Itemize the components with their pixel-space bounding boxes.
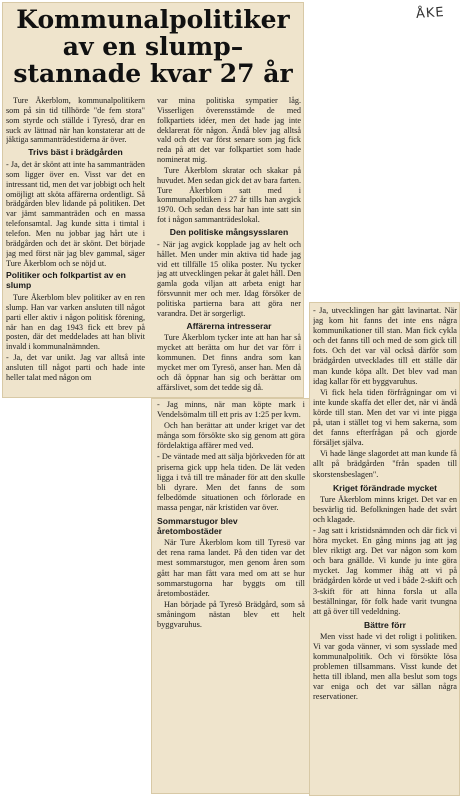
article-column-2 <box>157 96 301 396</box>
paragraph: Han började på Tyresö Brädgård, som så småningom nästan blev ett helt byggvaruhus. <box>157 599 305 629</box>
article-column-4 <box>313 306 457 794</box>
handwritten-note: ÅKE <box>415 5 446 22</box>
subheading-sommarstugor: Sommarstugor blev åretombostäder <box>157 516 238 537</box>
paragraph: - När jag avgick kopplade jag av helt och hållet. Men under min aktiva tid hade jag vid ett tillfälle 15 olika poster. Nu tycker jag att utvecklingen pekar åt galet håll. Den gamla goda viljan att arbeta enigt har försvunnit mer och mer. Idag försöker de politiska partierna bara att göra ner varandra. Det är sorgerligt. <box>157 239 301 318</box>
paragraph: - De väntade med att sälja björkveden för att priserna gick upp hela tiden. De lät veden ligga i två till tre månader för att den skulle bli dyrare. Men det fanns de som felbedömde situationen och förlorade en massa pengar, när kristiden var över. <box>157 452 305 512</box>
subheading-battre-forr: Bättre förr <box>363 619 407 630</box>
article-column-3 <box>157 400 305 792</box>
paragraph: Ture Åkerblom tycker inte att han har så mycket att berätta om hur det var förr i kommunen. Det finns andra som kan mycket mer om Tyresö, anser han. Men då och då öppnar han sig och berättar om affärslivet, som det tedde sig då. <box>157 333 301 392</box>
article-column-1 <box>6 96 145 396</box>
subheading-kriget: Kriget förändrade mycket <box>332 482 438 493</box>
paragraph: Vi hade länge slagordet att man kunde få allt på brädgården "från spaden till skorstensbeslagen". <box>313 449 457 479</box>
paragraph: - Ja, utvecklingen har gått lavinartat. När jag kom hit fanns det inte ens några kommunikationer till stan. Man fick cykla och det fanns till och med de som gick till fots. Och det var väl också därför som brädgården utvecklades till ett ställe där man kunde köpa allt. Det blev vad man idag kallar för ett byggvaruhus. <box>313 306 457 386</box>
paragraph: Ture Åkerblom minns kriget. Det var en besvärlig tid. Befolkningen hade det svårt och klagade. <box>313 494 457 524</box>
paragraph: Men visst hade vi det roligt i politiken. Vi var goda vänner, vi som sysslade med kommunalpolitik. Och vi försökte lösa problemen tillsammans. Visst kunde det hetta till ibland, men alla beslut som togs var eniga och det var sällan några reservationer. <box>313 631 457 702</box>
paragraph: Ture Åkerblom skratar och skakar på huvudet. Men sedan gick det av bara farten. Ture Åkerblom satt med i kommunalpolitiken i 27 år tills han avgick 1970. Och sedan dess har han inte satt sin fot i någon sammanträdeslokal. <box>157 165 301 225</box>
paragraph: Och han berättar att under kriget var det många som försökte sko sig genom att göra fördelaktiga affärer med ved. <box>157 421 305 451</box>
paragraph: Vi fick hela tiden förfrågningar om vi inte kunde skaffa det eller det, när vi ändå körde till stan. Men det var vi inte pigga på, utan i stället tog vi hem sakerna, som det fanns efterfrågan på och gjorde försäljet själva. <box>313 387 457 448</box>
paragraph: - Jag satt i kristidsnämnden och där fick vi höra mycket. En gång minns jag att jag blev riktigt arg. Det var någon som kom och bara gnällde. Vi kunde ju inte göra mycket. Jag kommer ihåg att vi på brädgården körde ut ved i både 2-skift och 3-skift för att hinna forsla ut alla beställningar, för folk hade varit tvungna att gå över till vedeldning. <box>313 525 457 616</box>
intro-paragraph: Ture Åkerblom, kommunalpolitikern som på sin tid tillhörde "de fem stora" som styrde och ställde i Tyresö, drar en suck av lättnad när han konstaterar att de jäktiga sammanträdestiderna är över. <box>6 96 145 145</box>
subheading-trivs: Trivs bäst i brädgården <box>28 147 123 158</box>
subheading-politiker: Politiker och folkpartist av en slump <box>6 270 126 291</box>
paragraph: var mina politiska sympatier låg. Visserligen överensstämde de med folkpartiets idéer, men det hade jag inte deklarerat för någon. Ändå blev jag alltså vald och det var först senare som jag fick reda på att det var folkpartiet som hade nominerat mig. <box>157 96 301 165</box>
subheading-affarerna: Affärerna intresserar <box>186 320 272 331</box>
paragraph: - Ja, det är skönt att inte ha sammanträden som ligger över en. Visst var det en intressant tid, men det var jobbigt och helt omöjligt att sköta affärerna ordentligt. Så brädgården blev lidande på politiken. Det var jämt sammanträden och en massa telefonsamtal. Jag kunde sitta i timtal i telefon. Men nu jobbar jag hårt ute i brädgården och det är skönt. Det började jag med först när jag blev gammal, säger Ture Åkerblom och se nöjd ut. <box>6 160 145 268</box>
paragraph: När Ture Åkerblom kom till Tyresö var det rena rama landet. På den tiden var det mest sommarstugor, men genom åren som gått har man fått vara med om att se hur sommarstugorna har byggts om till åretombostäder. <box>157 538 305 598</box>
paragraph: - Jag minns, när man köpte mark i Vendelsömalm till ett pris av 1:25 per kvm. <box>157 400 305 420</box>
paragraph: - Ja, det var unikt. Jag var alltså inte ansluten till något parti och hade inte heller talat med någon om <box>6 353 145 382</box>
subheading-mangsysslaren: Den politiske mångsysslaren <box>169 226 289 237</box>
headline: Kommunalpolitiker av en slump–stannade kvar 27 år <box>13 5 293 88</box>
paragraph: Ture Åkerblom blev politiker av en ren slump. Han var varken ansluten till något parti eller aktiv i någon politisk förening, när han en dag 1943 fick ett brev på posten, där det meddelades att han blivit invald i kommunalnämnden. <box>6 293 145 352</box>
